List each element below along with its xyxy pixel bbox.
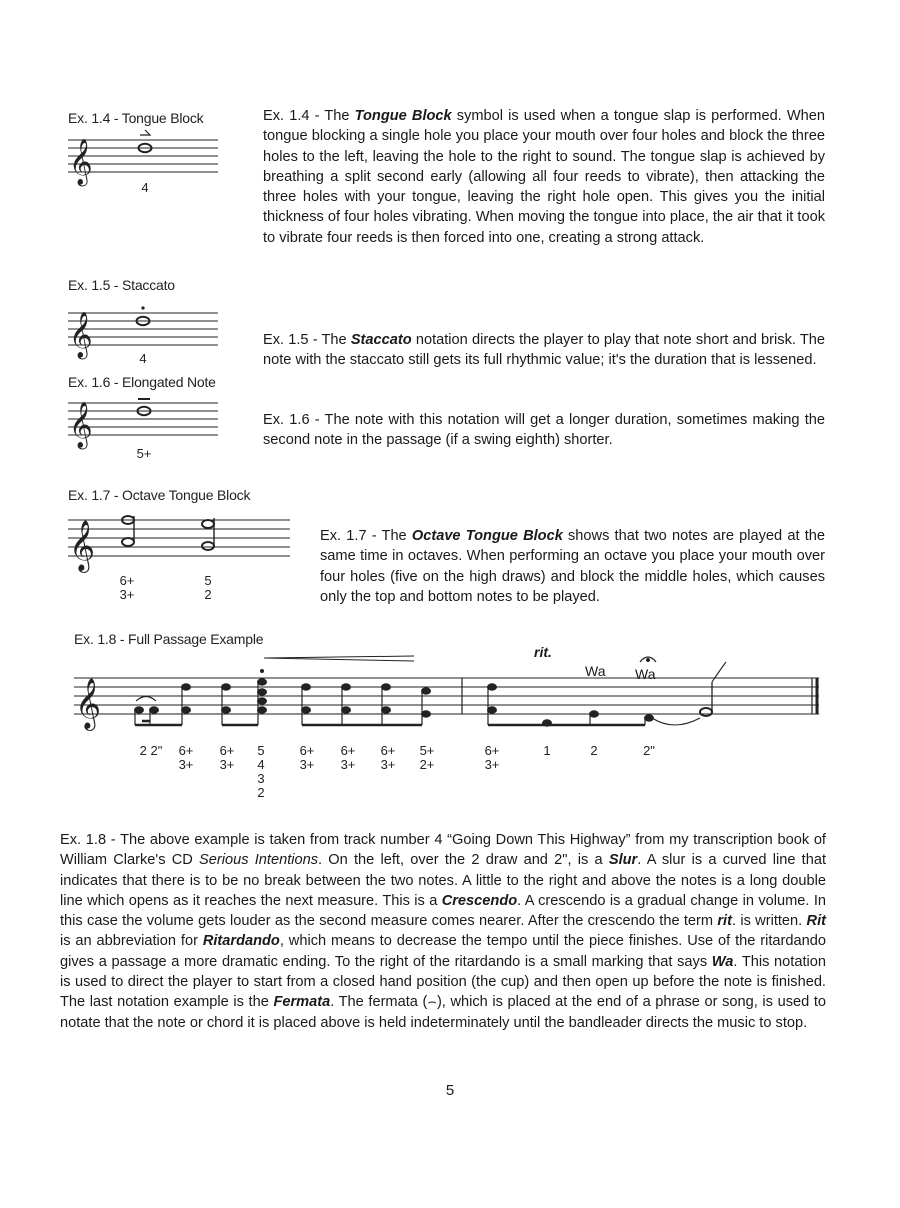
ex17-text: Ex. 1.7 - The Octave Tongue Block shows that two notes are played at the same time in octaves. When performing an octave you place your mouth over four holes (five on the high draws) and block the middle holes, which causes only the top and bottom notes to be played. (320, 528, 825, 605)
treble-clef-icon: 𝄞 (69, 312, 93, 358)
ex18-label: Ex. 1.8 - Full Passage Example (74, 631, 264, 647)
ex18-holes-11: 2 (590, 743, 598, 758)
ex17-staff (68, 510, 298, 572)
ex15-staff (68, 305, 223, 358)
ex18-holes-4: 5 4 3 2 (257, 743, 265, 800)
tongue-block-icon (140, 130, 150, 135)
page-number: 5 (445, 1082, 455, 1099)
ex17-holes-1: 6+ 3+ (119, 573, 135, 602)
ex18-holes-9: 6+ 3+ (484, 743, 500, 772)
ex16-hole: 5+ (136, 446, 152, 461)
crescendo-icon (264, 656, 414, 661)
treble-clef-icon: 𝄞 (75, 678, 102, 729)
ex18-holes-7: 6+ 3+ (380, 743, 396, 772)
treble-clef-icon: 𝄞 (69, 520, 96, 571)
ex18-holes-2: 6+ 3+ (178, 743, 194, 772)
ex18-holes-3: 6+ 3+ (219, 743, 235, 772)
wa-marking-1: Wa (585, 663, 606, 679)
ex18-holes-8: 5+ 2+ (419, 743, 435, 772)
ex18-holes-10: 1 (543, 743, 551, 758)
ex18-holes-12: 2" (643, 743, 655, 758)
ex17-label: Ex. 1.7 - Octave Tongue Block (68, 487, 251, 503)
wa-marking-2: Wa (635, 666, 656, 682)
ex16-text: Ex. 1.6 - The note with this notation will get a longer duration, sometimes making the second note in the passage (if a swing eighth) shorter. (263, 412, 825, 449)
ex16-staff (68, 395, 223, 448)
ex18-holes-1: 2 2" (139, 743, 163, 758)
slur-icon (136, 697, 156, 702)
ex15-hole: 4 (139, 351, 147, 366)
rit-marking: rit. (534, 644, 552, 660)
ex15-label: Ex. 1.5 - Staccato (68, 277, 175, 293)
ex18-staff (74, 640, 826, 750)
treble-clef-icon: 𝄞 (69, 402, 93, 448)
ex14-label: Ex. 1.4 - Tongue Block (68, 110, 204, 126)
ex15-text: Ex. 1.5 - The Staccato notation directs the player to play that note short and brisk. The note with the staccato still gets its full rhythmic value; it's the duration that is lessened. (263, 332, 825, 369)
ex18-holes-6: 6+ 3+ (340, 743, 356, 772)
ex16-label: Ex. 1.6 - Elongated Note (68, 374, 216, 390)
ex18-description: Ex. 1.8 - The above example is taken from track number 4 “Going Down This Highway” from my transcription book of William Clarke's CD Serious Intentions. On the left, over the 2 draw and 2", is a Slur. A slur is a curved line that indicates that there is to be no break between the two notes. A little to the right and above the notes is a long double line which opens as it reaches the next measure. This is a Crescendo. A crescendo is a gradual change in volume. In this case the volume gets louder as the second measure comes nearer. After the crescendo the term rit. is written. Rit is an abbreviation for Ritardando, which means to decrease the tempo until the piece finishes. Use of the ritardando gives a passage a more dramatic ending. To the right of the ritardando is a small marking that says Wa. This notation is used to direct the player to start from a closed hand position (the cup) and then open up before the note is finished. The last notation example is the Fermata. The fermata (⌢), which is placed at the end of a phrase or song, is used to notate that the note or chord it is placed above is held indeterminately until the bandleader directs the music to stop. (60, 832, 827, 1031)
staccato-dot-icon (141, 306, 144, 309)
ex14-text: Ex. 1.4 - The Tongue Block symbol is used when a tongue slap is performed. When tongue blocking a single hole you place your mouth over four holes and block the three holes to the left, leaving the hole to the right to sound. The tongue slap is achieved by breathing a split second early (allowing all four reeds to vibrate), then attacking the three holes with your tongue, leaving the right hole open. This gives you the initial thickness of four holes vibrating. When moving the tongue into place, the air that it took to vibrate four reeds is then forced into one, creating a strong attack. (263, 108, 825, 246)
treble-clef-icon: 𝄞 (69, 139, 93, 185)
ex18-holes-5: 6+ 3+ (299, 743, 315, 772)
ex14-hole: 4 (141, 180, 149, 195)
ex17-holes-2: 5 2 (204, 573, 212, 602)
